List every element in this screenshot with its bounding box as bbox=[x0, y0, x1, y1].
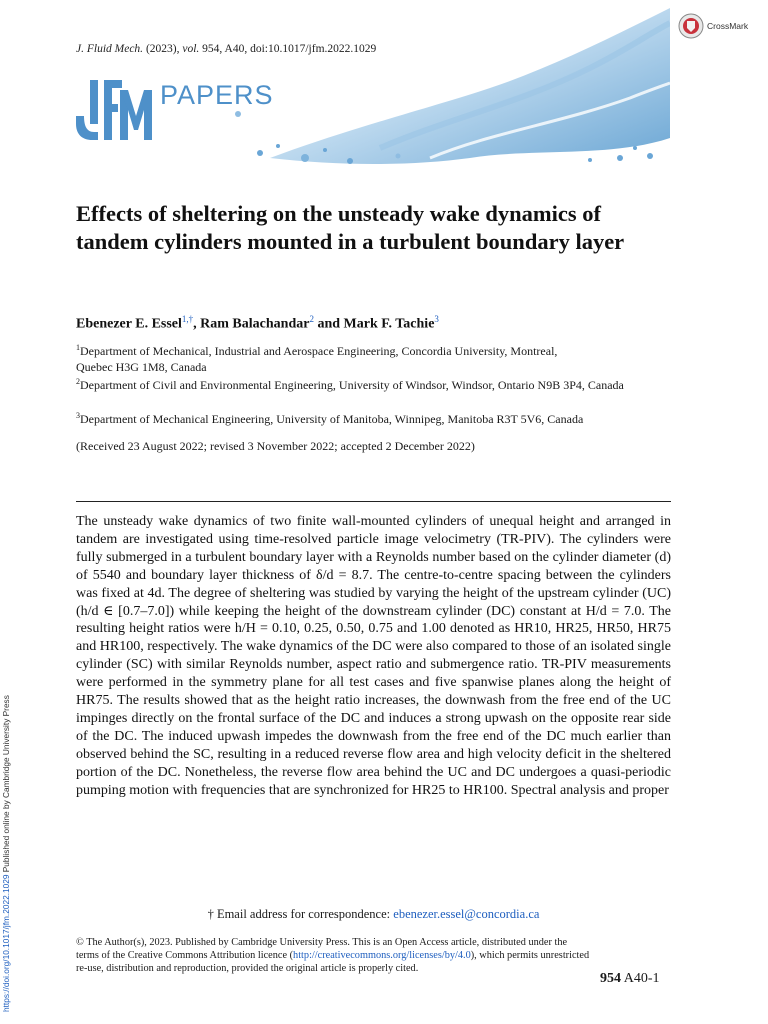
water-splash-image bbox=[230, 8, 670, 168]
affiliation-text: Department of Civil and Environmental Engineering, University of Windsor, Windsor, Ontario N9B 3P4, Canada bbox=[80, 378, 624, 392]
section-divider bbox=[76, 501, 671, 502]
affiliation-number: 3 bbox=[76, 411, 80, 420]
author-name: Ebenezer E. Essel bbox=[76, 316, 182, 332]
affiliation-number: 1 bbox=[76, 343, 80, 352]
license-url-link[interactable]: http://creativecommons.org/licenses/by/4.0 bbox=[293, 950, 471, 962]
correspondence-footnote bbox=[76, 907, 671, 922]
vertical-doi-sidebar bbox=[1, 695, 11, 1012]
journal-details: 954, A40, doi:10.1017/jfm.2022.1029 bbox=[202, 43, 377, 55]
sidebar-text: Published online by Cambridge University Press bbox=[1, 695, 11, 875]
sidebar-doi-link[interactable]: https://doi.org/10.1017/jfm.2022.1029 bbox=[1, 874, 11, 1012]
page-number bbox=[600, 971, 660, 987]
crossmark-label: CrossMark bbox=[707, 21, 749, 31]
license-notice bbox=[76, 936, 591, 976]
license-text-end: ), which permits unrestricted re-use, distribution and reproduction, provided the original article is properly cited. bbox=[76, 950, 590, 975]
crossmark-icon bbox=[678, 13, 704, 39]
received-dates: (Received 23 August 2022; revised 3 November 2022; accepted 2 December 2022) bbox=[76, 439, 475, 453]
logo-word: PAPERS bbox=[160, 80, 274, 110]
affiliation-1 bbox=[76, 340, 596, 375]
author-name: Mark F. Tachie bbox=[343, 316, 435, 332]
jfm-logo-mark bbox=[76, 80, 154, 142]
abstract-text: The unsteady wake dynamics of two finite wall-mounted cylinders of unequal height and arranged in tandem are investigated using time-resolved particle image velocimetry (TR-PIV). The cylinders were fully submerged in a turbulent boundary layer with a Reynolds number based on the cylinder diameter (d) of 5540 and boundary layer thickness of δ/d = 8.7. The centre-to-centre spacing between the cylinders was fixed at 4d. The degree of sheltering was studied by varying the height of the upstream cylinder (UC) (h/d ∈ [0.7–7.0]) while keeping the height of the downstream cylinder (DC) constant at H/d = 7.0. The resulting height ratios were h/H = 0.10, 0.25, 0.50, 0.75 and 1.00 denoted as HR10, HR25, HR50, HR75 and HR100, respectively. The wake dynamics of the DC were also compared to those of an isolated single cylinder (SC) with similar Reynolds number, aspect ratio and submergence ratio. TR-PIV measurements were performed in the symmetry plane for all test cases and five spanwise planes along the height of HR75. The results showed that as the height ratio increases, the downwash from the free end of the UC impinges directly on the frontal surface of the DC and induces a strong upwash on the opposite rear side of the DC. The induced upwash impedes the downwash from the free end of the DC much earlier than observed behind the SC, resulting in a reduced reverse flow area and high velocity deficit in the sheltered portion of the DC. Nonetheless, the reverse flow area behind the UC and DC undergoes a quasi-periodic pumping motion with frequencies that are synchronized for HR25 to HR100. Spectral analysis and proper bbox=[76, 514, 671, 798]
author-list bbox=[76, 314, 439, 333]
crossmark-badge[interactable] bbox=[678, 13, 748, 39]
page-volume: 954 bbox=[600, 971, 621, 986]
page-article-number: A40-1 bbox=[623, 971, 660, 986]
author-affiliation-mark[interactable]: 3 bbox=[434, 314, 439, 324]
author-affiliation-mark[interactable]: 1,† bbox=[181, 314, 194, 324]
correspondence-email-link[interactable]: ebenezer.essel@concordia.ca bbox=[393, 907, 540, 921]
journal-vol-label: vol. bbox=[182, 43, 200, 55]
author-name: Ram Balachandar bbox=[200, 316, 310, 332]
affiliation-number: 2 bbox=[76, 377, 80, 386]
journal-name: J. Fluid Mech. bbox=[76, 43, 144, 55]
affiliation-text: Department of Mechanical Engineering, University of Manitoba, Winnipeg, Manitoba R3T 5V6, Canada bbox=[80, 412, 584, 426]
affiliation-text: Department of Mechanical, Industrial and Aerospace Engineering, Concordia University, Montreal, Quebec H3G 1M8, Canada bbox=[76, 344, 558, 374]
author-separator: and bbox=[313, 316, 344, 332]
article-title: Effects of sheltering on the unsteady wake dynamics of tandem cylinders mounted in a turbulent boundary layer bbox=[76, 201, 625, 254]
journal-year: (2023), bbox=[145, 43, 180, 55]
author-separator: , bbox=[193, 316, 201, 332]
author-affiliation-mark[interactable]: 2 bbox=[309, 314, 314, 324]
license-text-start: © The Author(s), 2023. Published by Cambridge University Press. This is an Open Access article, distributed under the terms of the Creative Commons Attribution licence ( bbox=[76, 937, 568, 962]
affiliation-2 bbox=[76, 374, 676, 394]
jfm-papers-logo bbox=[76, 80, 274, 147]
affiliation-3 bbox=[76, 408, 686, 428]
correspondence-label: † Email address for correspondence: bbox=[207, 907, 391, 921]
